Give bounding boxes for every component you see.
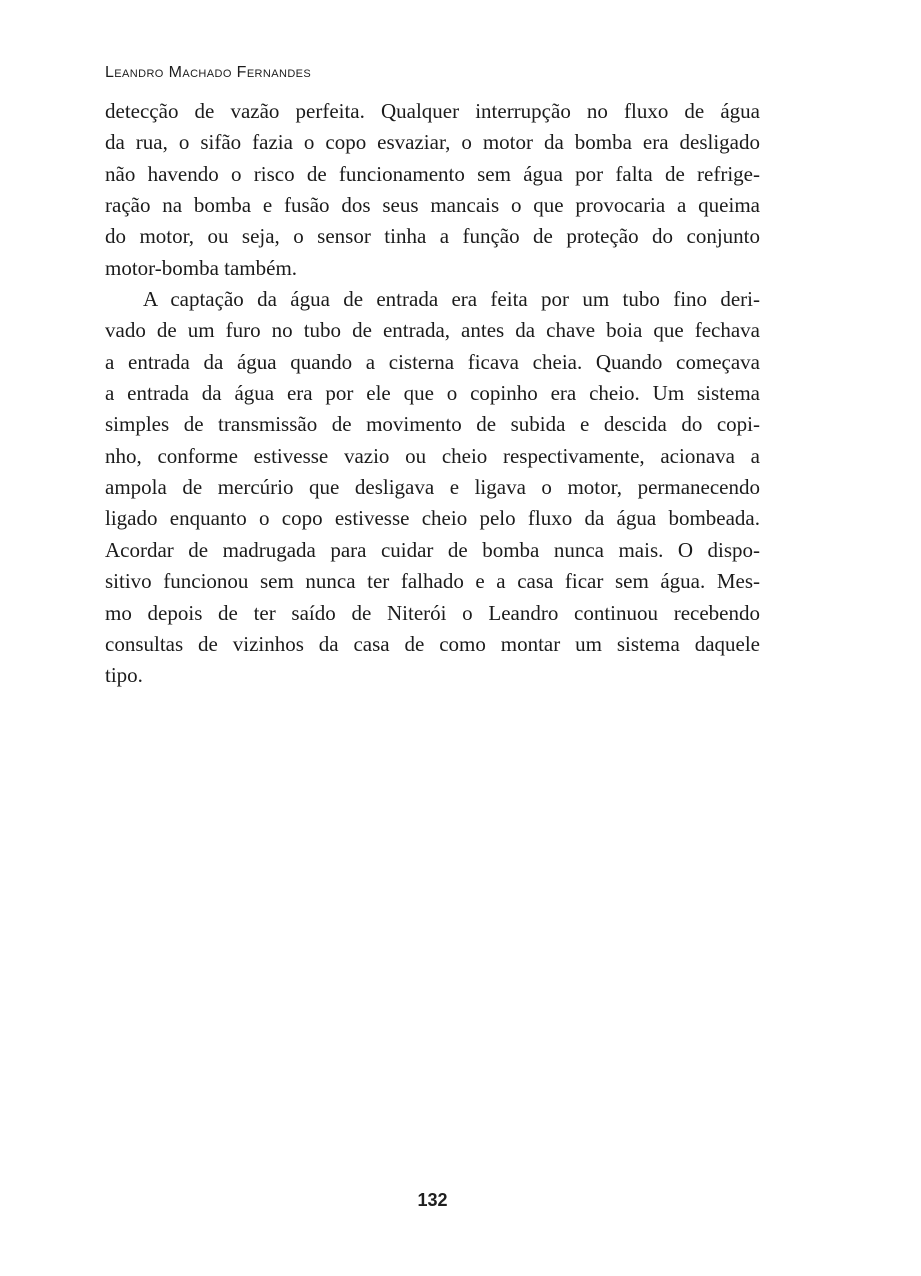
text-line: consultas de vizinhos da casa de como montar um sistema daquele (105, 631, 760, 656)
body-text (105, 96, 760, 692)
text-line: ração na bomba e fusão dos seus mancais o que provocaria a queima (105, 193, 760, 218)
text-line: A captação da água de entrada era feita por um tubo fino deri- (143, 287, 760, 312)
text-line: tipo. (105, 663, 143, 688)
text-line: mo depois de ter saído de Niterói o Leandro continuou recebendo (105, 600, 760, 625)
text-line: vado de um furo no tubo de entrada, antes da chave boia que fechava (105, 318, 760, 343)
text-line: nho, conforme estivesse vazio ou cheio respectivamente, acionava a (105, 443, 760, 468)
text-line: ampola de mercúrio que desligava e ligava o motor, permanecendo (105, 475, 760, 500)
text-line: sitivo funcionou sem nunca ter falhado e a casa ficar sem água. Mes- (105, 569, 760, 594)
text-line: motor-bomba também. (105, 255, 298, 280)
text-line: a entrada da água era por ele que o copinho era cheio. Um sistema (105, 381, 760, 406)
text-line: detecção de vazão perfeita. Qualquer interrupção no fluxo de água (105, 99, 760, 123)
text-line: simples de transmissão de movimento de subida e descida do copi- (105, 412, 760, 437)
text-line: não havendo o risco de funcionamento sem água por falta de refrige- (105, 161, 760, 186)
text-line: a entrada da água quando a cisterna ficava cheia. Quando começava (105, 349, 760, 374)
text-line: Acordar de madrugada para cuidar de bomba nunca mais. O dispo- (105, 537, 760, 562)
page-number: 132 (417, 1190, 448, 1210)
paragraph (105, 96, 760, 284)
running-header: Leandro Machado Fernandes (105, 64, 312, 81)
text-line: ligado enquanto o copo estivesse cheio pelo fluxo da água bombeada. (105, 506, 760, 531)
paragraph (105, 284, 760, 691)
text-line: da rua, o sifão fazia o copo esvaziar, o motor da bomba era desligado (105, 130, 760, 155)
text-line: do motor, ou seja, o sensor tinha a função de proteção do conjunto (105, 224, 760, 249)
